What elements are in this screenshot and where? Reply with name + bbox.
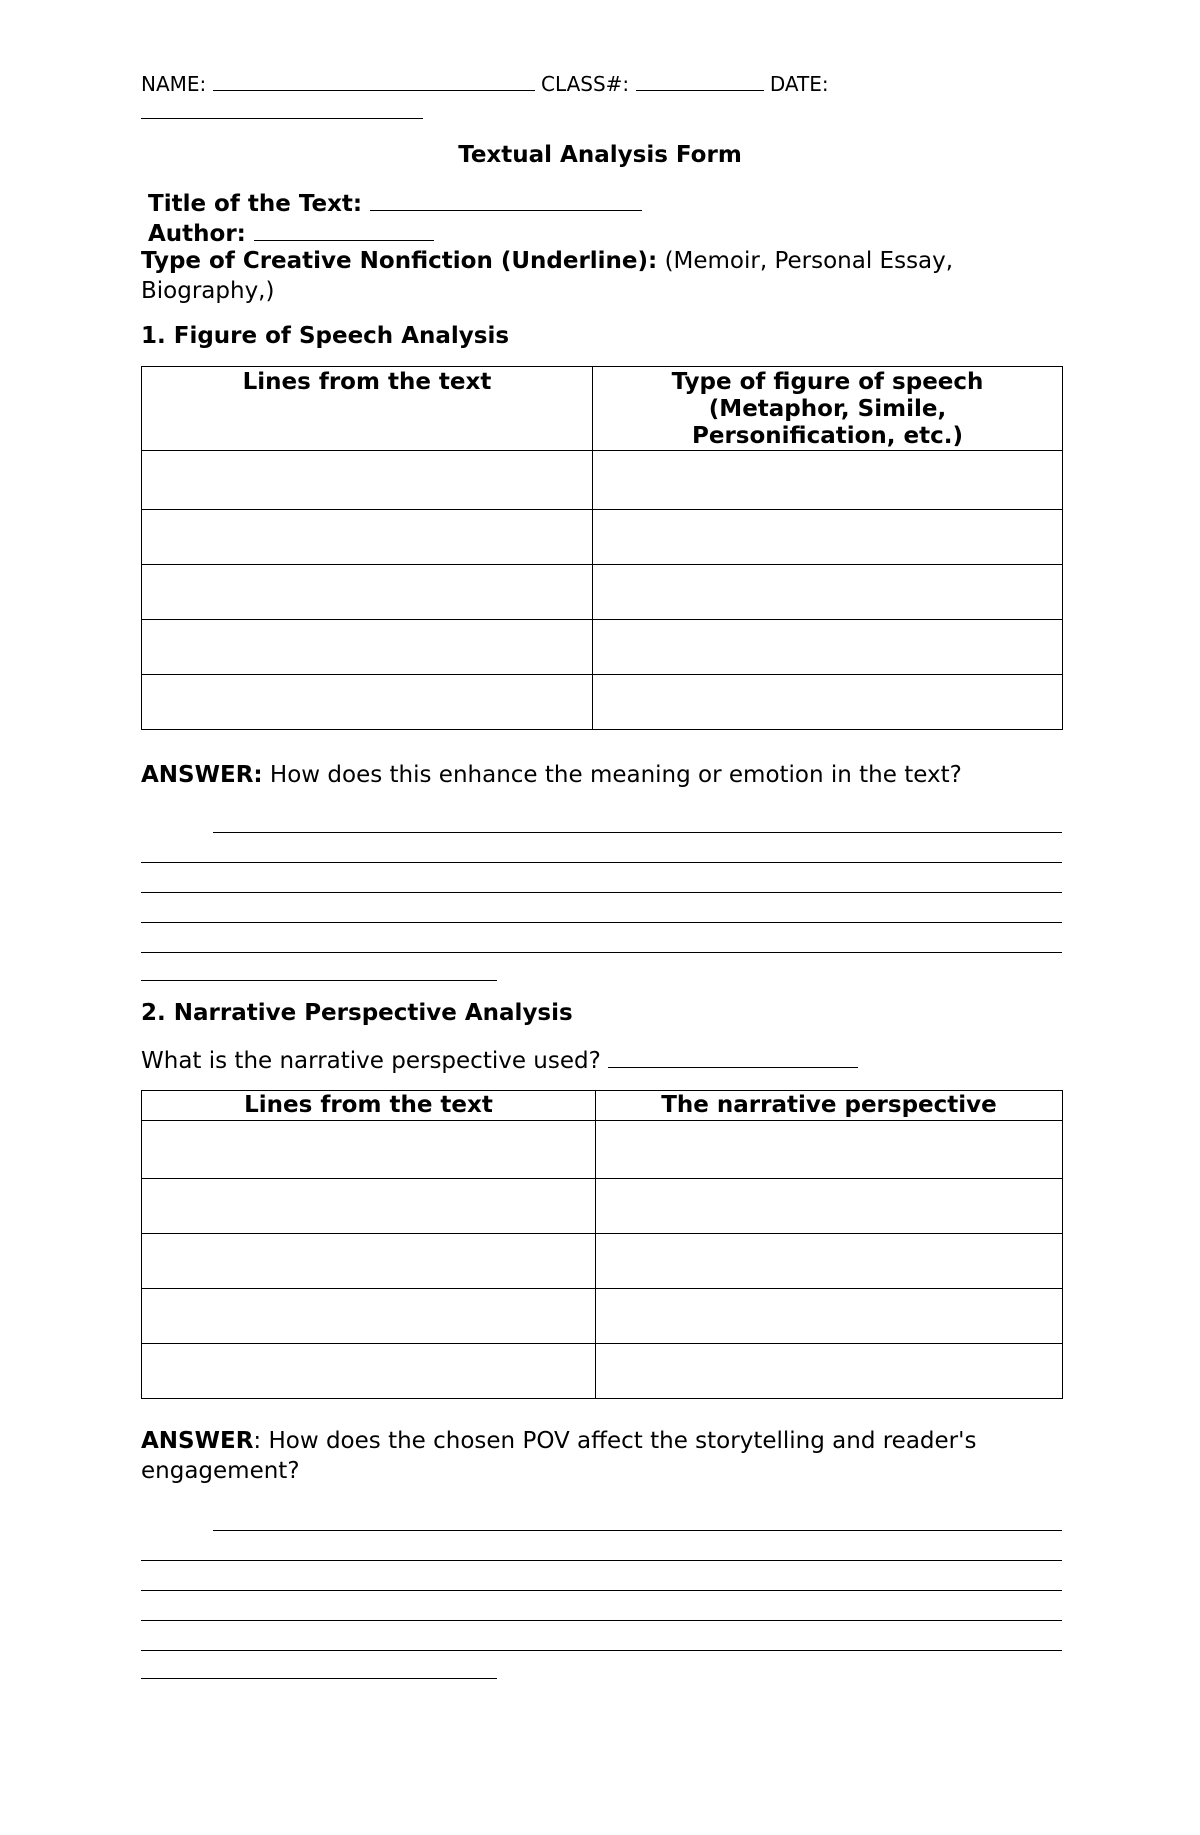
table-cell[interactable] (142, 510, 593, 565)
answer1-prompt (141, 760, 962, 790)
table-cell[interactable] (593, 675, 1063, 730)
table-cell[interactable] (142, 1121, 596, 1179)
perspective-blank[interactable] (608, 1043, 858, 1068)
column-header-lines: Lines from the text (142, 1091, 596, 1121)
type-options-cont[interactable]: Biography,) (141, 278, 275, 304)
answer2-question-cont: engagement? (141, 1458, 300, 1484)
header-line (141, 70, 829, 96)
column-header-figure-type: Type of figure of speech (Metaphor, Simile, Personification, etc.) (593, 367, 1063, 451)
title-label: Title of the Text: (148, 191, 363, 217)
answer2-label: ANSWER (141, 1428, 254, 1454)
table-cell[interactable] (142, 1344, 596, 1399)
section1-heading: 1. Figure of Speech Analysis (141, 323, 510, 349)
table-cell[interactable] (596, 1121, 1063, 1179)
answer2-prompt (141, 1426, 976, 1456)
answer1-question: How does this enhance the meaning or emotion in the text? (262, 762, 962, 788)
class-label: CLASS#: (541, 72, 630, 96)
answer-line[interactable] (141, 892, 1062, 893)
table-cell[interactable] (593, 451, 1063, 510)
title-field (148, 186, 642, 219)
date-label: DATE: (769, 72, 829, 96)
answer-line[interactable] (213, 1530, 1062, 1531)
name-blank[interactable] (213, 70, 535, 91)
type-label: Type of Creative Nonfiction (Underline): (141, 248, 658, 274)
table-cell[interactable] (593, 565, 1063, 620)
answer2-question: : How does the chosen POV affect the storytelling and reader's (253, 1428, 977, 1454)
table-header-row (142, 367, 1063, 451)
table-row (142, 675, 1063, 730)
table-row (142, 1179, 1063, 1234)
table-row (142, 510, 1063, 565)
table-cell[interactable] (593, 510, 1063, 565)
type-field (141, 246, 953, 276)
table-cell[interactable] (596, 1344, 1063, 1399)
date-blank[interactable] (141, 118, 423, 119)
answer-line[interactable] (141, 922, 1062, 923)
figure-of-speech-table (141, 366, 1063, 730)
table-row (142, 1289, 1063, 1344)
answer-line[interactable] (141, 862, 1062, 863)
name-label: NAME: (141, 72, 207, 96)
form-title: Textual Analysis Form (458, 142, 742, 168)
table-row (142, 1121, 1063, 1179)
column-header-lines: Lines from the text (142, 367, 593, 451)
perspective-question-row (141, 1043, 858, 1076)
table-row (142, 565, 1063, 620)
table-row (142, 1344, 1063, 1399)
table-cell[interactable] (142, 620, 593, 675)
table-row (142, 451, 1063, 510)
author-blank[interactable] (254, 216, 434, 241)
perspective-question: What is the narrative perspective used? (141, 1048, 601, 1074)
table-cell[interactable] (142, 565, 593, 620)
table-cell[interactable] (142, 1179, 596, 1234)
answer-line[interactable] (141, 1620, 1062, 1621)
table-cell[interactable] (142, 1234, 596, 1289)
table-cell[interactable] (596, 1289, 1063, 1344)
table-cell[interactable] (596, 1179, 1063, 1234)
author-field (148, 216, 434, 249)
answer-line[interactable] (141, 952, 1062, 953)
answer-line[interactable] (141, 980, 497, 981)
answer-line[interactable] (141, 1678, 497, 1679)
narrative-perspective-table (141, 1090, 1063, 1399)
class-blank[interactable] (636, 70, 764, 91)
column-header-perspective: The narrative perspective (596, 1091, 1063, 1121)
answer1-label: ANSWER: (141, 762, 263, 788)
table-cell[interactable] (142, 675, 593, 730)
table-cell[interactable] (142, 451, 593, 510)
type-options[interactable]: (Memoir, Personal Essay, (664, 248, 954, 274)
table-cell[interactable] (142, 1289, 596, 1344)
table-cell[interactable] (593, 620, 1063, 675)
table-row (142, 620, 1063, 675)
table-cell[interactable] (596, 1234, 1063, 1289)
answer-line[interactable] (141, 1650, 1062, 1651)
answer-line[interactable] (141, 1560, 1062, 1561)
answer-line[interactable] (141, 1590, 1062, 1591)
author-label: Author: (148, 221, 246, 247)
section2-heading: 2. Narrative Perspective Analysis (141, 1000, 573, 1026)
table-header-row (142, 1091, 1063, 1121)
title-blank[interactable] (370, 186, 642, 211)
answer-line[interactable] (213, 832, 1062, 833)
table-row (142, 1234, 1063, 1289)
